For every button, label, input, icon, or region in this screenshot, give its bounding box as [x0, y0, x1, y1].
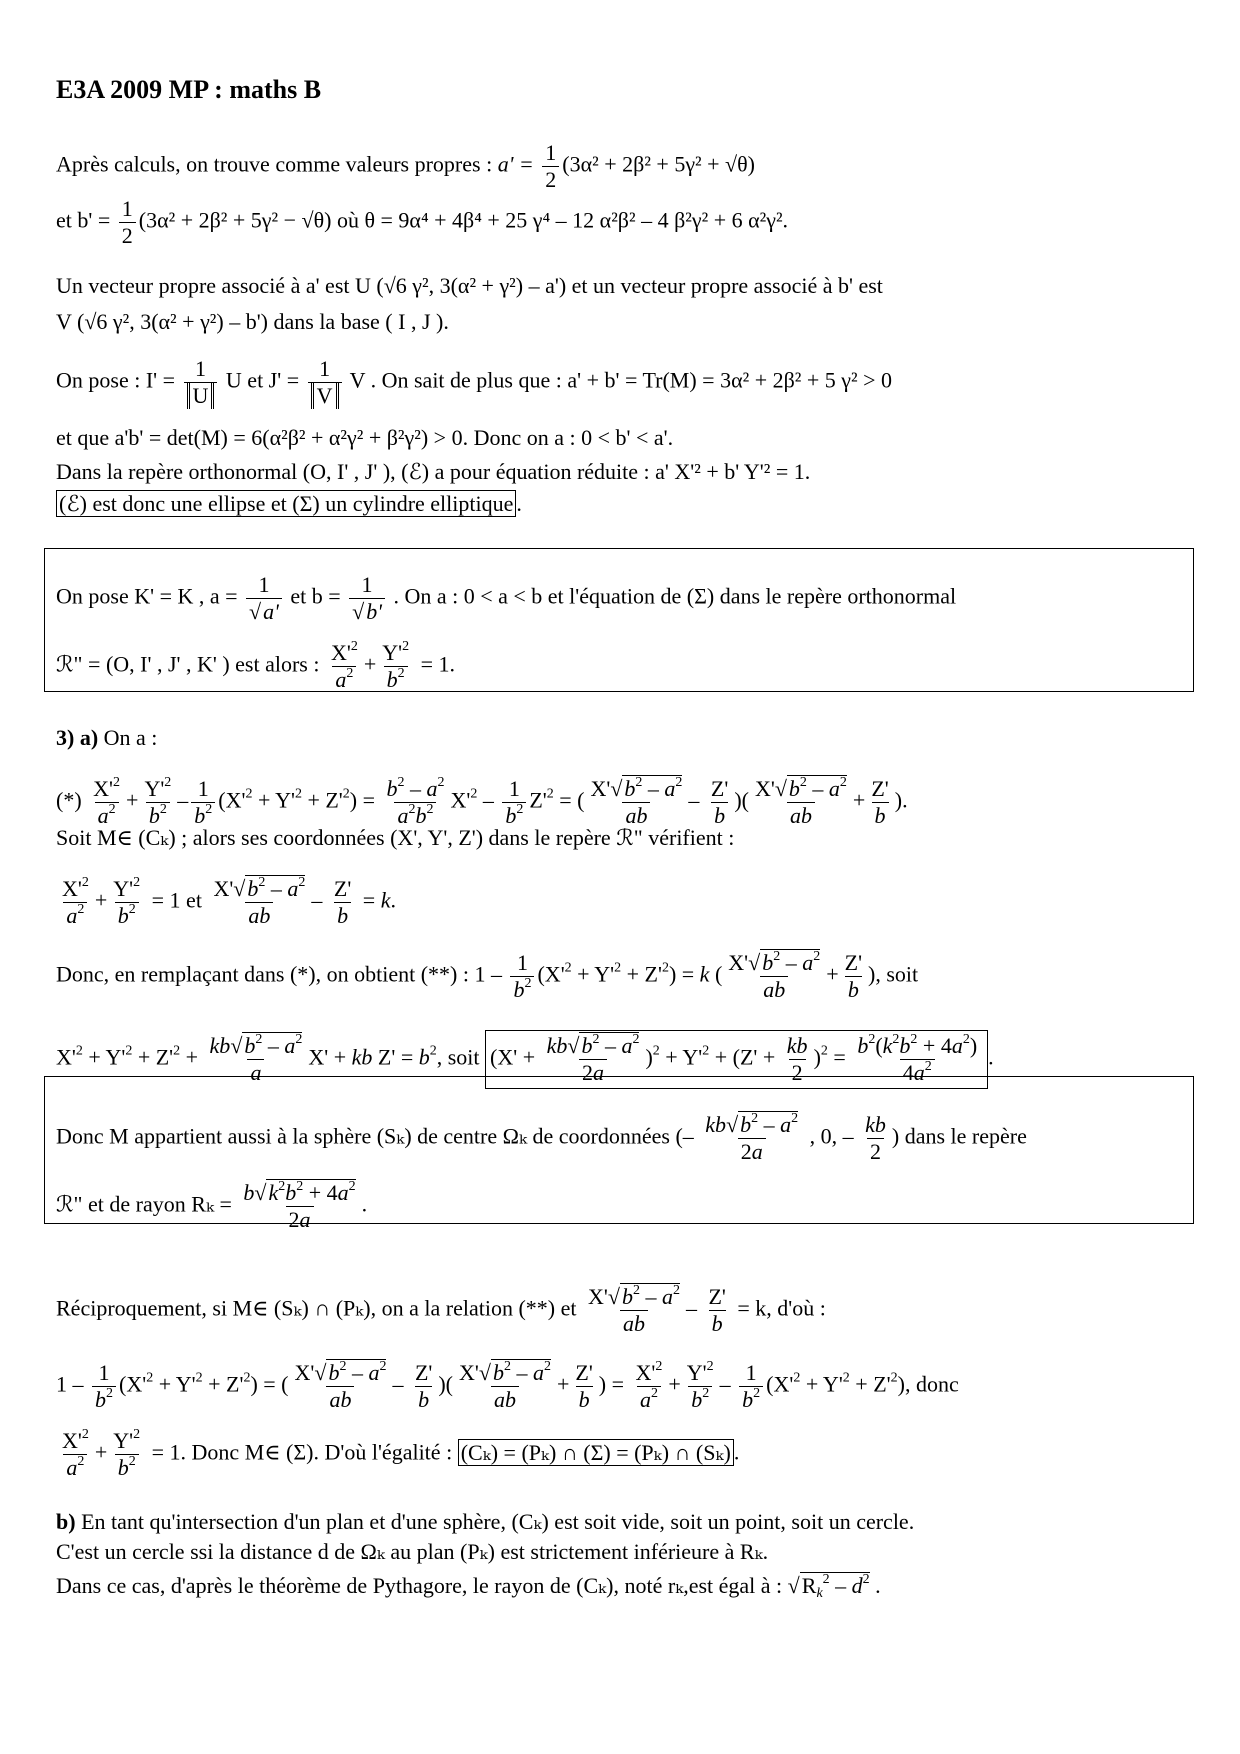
half-fraction: $\frac{1}{2}$ [542, 140, 559, 193]
recip-donc: , donc [904, 1371, 959, 1397]
norm-fraction-v: $\frac{1}{V}$ [308, 356, 342, 409]
partb-line-1 [56, 1508, 914, 1536]
eigenvalue-b-line [56, 196, 788, 249]
box2-text-a: Donc M appartient aussi à la sphère (Sₖ) de centre Ωₖ de coordonnées (– [56, 1123, 700, 1149]
pose-text: On pose : I' = [56, 367, 181, 393]
pose-line [56, 356, 892, 409]
star-equation: (*) $\frac{X'^2}{a^2}$ + $\frac{Y'^2}{b^2}$ – $\frac{1}{b^2}$ $(X'^2 + Y'^2 + Z'^2)$ = $\frac{b^2 - a^2}{a^2b^2}$ $X'^2$ – $\frac{1}{b^2}$ $Z'^2$ = ( $\frac{X'√b^2 - a^2}{ab}$ – $\frac{Z'}{b}$ )( $\frac{X'√b^2 - a^2}{ab}$ + $\frac{Z'}{b}$ ). [56, 775, 908, 828]
recip-line-2: 1 – $\frac{1}{b^2}$ $(X'^2 + Y'^2 + Z'^2)$ = ( $\frac{X'√b^2 - a^2}{ab}$ – $\frac{Z'}{b}$ )( $\frac{X'√b^2 - a^2}{ab}$ + $\frac{Z'}{b}$ ) = $\frac{X'^2}{a^2}$ + $\frac{Y'^2}{b^2}$ – $\frac{1}{b^2}$ $(X'^2 + Y'^2 + Z'^2)$, donc [56, 1359, 959, 1412]
ellipse-conclusion-box: (ℰ) est donc une ellipse et (Σ) un cylindre elliptique [56, 490, 516, 517]
b-fraction: $\frac{1}{√b'}$ [349, 572, 385, 625]
partb-text-3: Dans ce cas, d'après le théorème de Pythagore, le rayon de (Cₖ), noté rₖ,est égal à : [56, 1573, 788, 1598]
eigenvector-line-1: Un vecteur propre associé à a' est U (√6 γ², 3(α² + γ²) – a') et un vecteur propre associé à b' est [56, 273, 883, 298]
y-fraction: $\frac{Y'^2}{b^2}$ [382, 639, 410, 692]
reduced-equation-line: Dans la repère orthonormal (O, I' , J' ), (ℰ) a pour équation réduite : a' X'² + b' Y'² = 1. [56, 459, 811, 484]
et-b-label: et b' = [56, 207, 116, 233]
box2-text-d: ℛ" et de rayon Rₖ = [56, 1191, 238, 1217]
eigenvector-line-2: V (√6 γ², 3(α² + γ²) – b') dans la base ( I , J ). [56, 309, 449, 334]
recip-line-1: Réciproquement, si M∈ (Sₖ) ∩ (Pₖ), on a la relation (**) et $\frac{X'√b^2 - a^2}{ab}$ – $\frac{Z'}{b}$ = k, d'où : [56, 1283, 826, 1336]
eig-a-label: a' = [497, 151, 540, 177]
half-fraction: $\frac{1}{2}$ [119, 196, 136, 249]
partb-line-2: C'est un cercle ssi la distance d de Ωₖ au plan (Pₖ) est strictement inférieure à Rₖ. [56, 1539, 769, 1564]
box1-text-a: On pose K' = K , a = [56, 583, 244, 609]
box1-text-b: et b = [284, 583, 347, 609]
partb-line-3: Dans ce cas, d'après le théorème de Pythagore, le rayon de (Cₖ), noté rₖ,est égal à : $√R_k^2 - d^2$ . [56, 1572, 881, 1601]
pose-text-3: V . On sait de plus que : a' + b' = Tr(M) = 3α² + 2β² + 5 γ² > 0 [344, 367, 893, 393]
recip-line-3: $\frac{X'^2}{a^2}$ + $\frac{Y'^2}{b^2}$ = 1. Donc M∈ (Σ). D'où l'égalité : (Cₖ) = (Pₖ) ∩ (Σ) = (Pₖ) ∩ (Sₖ) . [62, 1427, 740, 1480]
sphere-derivation-line: $X'^2 + Y'^2 + Z'^2$ + $\frac{kb√b^2 - a^2}{a}$ X' + kb $Z' = b^2$, soit (X' + $\frac{kb√b^2 - a^2}{2a}$ )$^2 + Y'^2 + (Z'$ + $\frac{kb}{2}$ )$^2$ = $\frac{b^2(k^2b^2 + 4a^2)}{4a^2}$ . [56, 1030, 994, 1089]
box1-text-c: . On a : 0 < a < b et l'équation de (Σ) dans le repère orthonormal [387, 583, 957, 609]
conclusion-line: (ℰ) est donc une ellipse et (Σ) un cylindre elliptique . [56, 490, 522, 518]
norm-fraction-u: $\frac{1}{U}$ [184, 356, 218, 409]
system-line: $\frac{X'^2}{a^2}$ + $\frac{Y'^2}{b^2}$ = 1 et $\frac{X'√b^2 - a^2}{ab}$ – $\frac{Z'}{b}$ = k. [62, 875, 396, 928]
section-3a-head [56, 724, 157, 752]
box1-text-d: ℛ" = (O, I' , J' , K' ) est alors : [56, 651, 325, 677]
pose-text-2: U et J' = [220, 367, 305, 393]
soit-text: , soit [875, 961, 919, 987]
partb-text-1: En tant qu'intersection d'un plan et d'une sphère, (Cₖ) est soit vide, soit un point, soit un cercle. [75, 1509, 915, 1534]
eigenvalues-line [56, 140, 755, 193]
box1-line-2: ℛ" = (O, I' , J' , K' ) est alors : $\frac{X'^2}{a^2}$ + $\frac{Y'^2}{b^2}$ = 1. [56, 639, 456, 692]
det-line: et que a'b' = det(M) = 6(α²β² + α²γ² + β²γ²) > 0. Donc on a : 0 < b' < a'. [56, 425, 674, 450]
eig-b-expr: (3α² + 2β² + 5γ² − √θ) [138, 207, 332, 233]
soit-line: Soit M∈ (Cₖ) ; alors ses coordonnées (X', Y', Z') dans le repère ℛ" vérifient : [56, 825, 735, 850]
recip-final-text: = 1. Donc M∈ (Σ). D'où l'égalité : [146, 1439, 458, 1465]
page-title: E3A 2009 MP : maths B [56, 75, 322, 104]
star-label: (*) [56, 787, 82, 813]
donc-line: Donc, en remplaçant dans (*), on obtient (**) : 1 – $\frac{1}{b^2}$ $(X'^2 + Y'^2 + Z'^2) = k$ ( $\frac{X'√b^2 - a^2}{ab}$ + $\frac{Z'}{b}$ ), soit [56, 949, 919, 1002]
section-3a-label: 3) a) [56, 725, 99, 750]
box2-line-2: ℛ" et de rayon Rₖ = $\frac{b√k^2b^2 + 4a^2}{2a}$ . [56, 1179, 368, 1232]
theta-def: où θ = 9α⁴ + 4β⁴ + 25 γ⁴ – 12 α²β² – 4 β²γ² + 6 α²γ². [331, 207, 789, 233]
box2-text-b: , 0, – [804, 1123, 860, 1149]
equality-box: (Cₖ) = (Pₖ) ∩ (Σ) = (Pₖ) ∩ (Sₖ) [458, 1439, 734, 1466]
a-fraction: $\frac{1}{√a'}$ [246, 572, 282, 625]
eig-a-expr: (3α² + 2β² + 5γ² + √θ) [562, 151, 755, 177]
intro-text: Après calculs, on trouve comme valeurs propres : [56, 151, 498, 177]
section-3a-text: On a : [98, 725, 158, 750]
donc-text: Donc, en remplaçant dans (*), on obtient (**) : 1 – [56, 961, 508, 987]
box1-line-1 [56, 572, 956, 625]
recip-text-a: Réciproquement, si M∈ (Sₖ) ∩ (Pₖ), on a la relation (**) et [56, 1295, 582, 1321]
x-fraction: $\frac{X'^2}{a^2}$ [330, 639, 358, 692]
box1-text-e: = 1. [415, 651, 456, 677]
box2-line-1: Donc M appartient aussi à la sphère (Sₖ) de centre Ωₖ de coordonnées (– $\frac{kb√b^2 - a^2}{2a}$ , 0, – $\frac{kb}{2}$ ) dans le repère [56, 1111, 1027, 1164]
partb-label: b) [56, 1509, 76, 1534]
box2-text-c: ) dans le repère [891, 1123, 1027, 1149]
recip-text-b: = k, d'où : [731, 1295, 826, 1321]
